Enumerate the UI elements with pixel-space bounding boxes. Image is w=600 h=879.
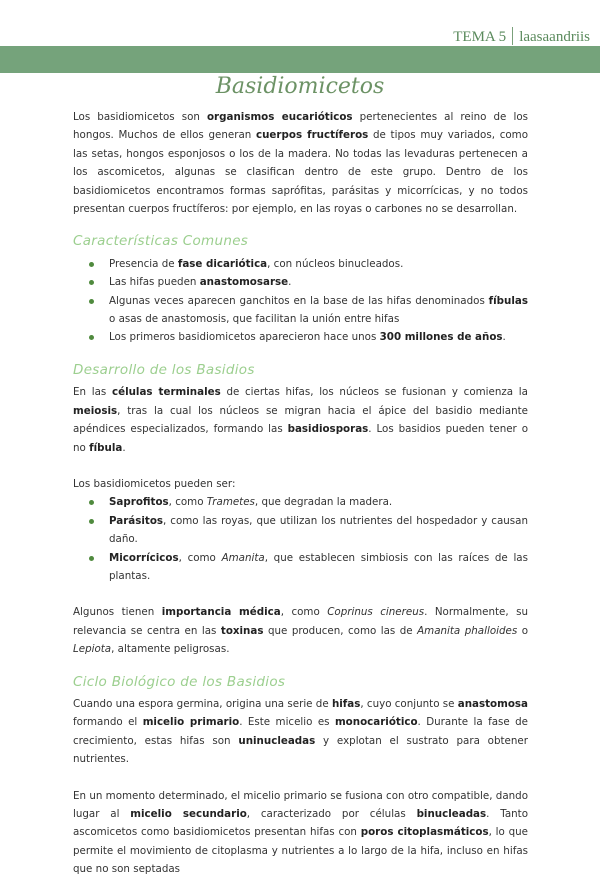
text-run: formando el <box>73 716 143 729</box>
spacer <box>73 457 528 475</box>
list-item <box>109 328 528 346</box>
text-run: En un momento determinado, el micelio primario se fusiona con otro compatible, dando lugar al <box>73 789 528 820</box>
text-run: Los basidiomicetos son <box>73 111 207 123</box>
text-run: de ciertas hifas, los núcleos se fusionan y comienza la <box>220 386 528 399</box>
text-run: , caracterizado por células <box>246 808 417 820</box>
text-run: En las <box>73 386 112 399</box>
text-run: Los basidiomicetos pueden ser: <box>73 477 236 490</box>
text-run: Los primeros basidiomicetos aparecieron hace unos <box>109 331 380 344</box>
text-run: que producen, como las de <box>263 624 418 637</box>
bold-term: toxinas <box>220 624 264 637</box>
bold-term: micelio secundario <box>130 808 247 820</box>
text-run: . <box>288 276 292 289</box>
text-run: , como <box>178 551 222 564</box>
bold-term: binucleadas <box>416 808 487 820</box>
text-run: o <box>517 624 528 637</box>
paragraph <box>73 695 528 769</box>
list-item <box>109 255 528 273</box>
text-run: o asas de anastomosis, que facilitan la unión entre hifas <box>109 313 400 326</box>
text-run: . Los basidios pueden tener o no <box>73 423 528 454</box>
section-heading: Ciclo Biológico de los Basidios <box>73 673 286 690</box>
italic-term: Trametes <box>206 496 255 509</box>
bold-term: células terminales <box>111 386 221 399</box>
page-title: Basidiomicetos <box>215 74 385 99</box>
text-run: , tras la cual los núcleos se migran hacia el ápice del basidio mediante apéndices especializados, formando las <box>73 404 528 436</box>
bold-term: fase dicariótica <box>177 257 268 270</box>
text-run: Algunos tienen <box>73 606 162 619</box>
italic-term: Amanita phalloides <box>417 624 518 637</box>
list-item <box>109 292 528 329</box>
text-run: Las hifas pueden <box>109 276 200 289</box>
text-run: . <box>502 331 506 344</box>
bold-term: Micorrícicos <box>109 551 179 564</box>
bold-term: cuerpos fructíferos <box>256 129 369 142</box>
bold-term: importancia médica <box>161 606 281 619</box>
text-run: , que degradan la madera. <box>254 496 393 509</box>
text-run: . Este micelio es <box>239 716 335 729</box>
italic-term: Amanita <box>221 551 265 564</box>
bold-term: poros citoplasmáticos <box>360 826 489 839</box>
list-item <box>109 273 528 291</box>
text-run: y explotan el sustrato para obtener nutrientes. <box>73 734 528 766</box>
list-item <box>109 512 528 549</box>
bold-term: hifas <box>331 697 361 710</box>
bold-term: monocariótico <box>334 716 418 729</box>
bold-term: fíbulas <box>488 294 528 307</box>
italic-term: Lepiota <box>73 643 112 656</box>
bold-term: micelio primario <box>142 716 240 729</box>
header-band <box>0 46 600 73</box>
text-run: pertenecientes al reino de los hongos. Muchos de ellos generan <box>73 111 528 142</box>
bold-term: 300 millones de años <box>379 331 503 344</box>
text-run: . Durante la fase de crecimiento, estas hifas son <box>73 716 528 747</box>
bold-term: organismos eucarióticos <box>206 111 353 123</box>
text-run: . Normalmente, su relevancia se centra en las <box>73 606 528 637</box>
spacer <box>73 769 528 787</box>
list-item <box>109 493 528 511</box>
page-header <box>453 27 590 46</box>
document-body <box>73 108 528 879</box>
spacer <box>73 585 528 603</box>
text-run: , como <box>168 496 207 509</box>
bold-term: basidiosporas <box>287 423 369 436</box>
paragraph <box>73 108 528 218</box>
bold-term: uninucleadas <box>238 734 316 747</box>
bullet-list <box>73 255 528 347</box>
paragraph <box>73 603 528 658</box>
text-run: , lo que permite el movimiento de citoplasma y nutrientes a lo largo de la hifa, incluso en hifas que no son septadas <box>73 826 528 876</box>
text-run: , que establecen simbiosis con las raíces de las plantas. <box>109 551 528 582</box>
bold-term: anastomosa <box>457 697 528 710</box>
section-heading: Desarrollo de los Basidios <box>73 361 255 378</box>
text-run: , con núcleos binucleados. <box>267 257 404 270</box>
bold-term: anastomosarse <box>199 276 289 289</box>
text-run: , como las royas, que utilizan los nutrientes del hospedador y causan daño. <box>109 514 528 546</box>
text-run: , como <box>280 606 328 619</box>
bold-term: fíbula <box>89 441 123 454</box>
list-item <box>109 549 528 586</box>
header-divider <box>512 27 513 45</box>
author-label: laasaandriis <box>519 29 590 45</box>
bold-term: meiosis <box>73 404 118 417</box>
paragraph <box>73 475 528 493</box>
bold-term: Parásitos <box>109 514 164 527</box>
text-run: , altamente peligrosas. <box>111 643 230 656</box>
topic-label: TEMA 5 <box>453 29 507 45</box>
paragraph <box>73 383 528 457</box>
bullet-list <box>73 493 528 585</box>
paragraph <box>73 787 528 879</box>
text-run: Algunas veces aparecen ganchitos en la base de las hifas denominados <box>109 294 489 307</box>
italic-term: Coprinus cinereus <box>327 606 425 619</box>
text-run: . Tanto ascomicetos como basidiomicetos presentan hifas con <box>73 808 528 839</box>
text-run: , cuyo conjunto se <box>360 697 458 710</box>
text-run: de tipos muy variados, como las setas, hongos esponjosos o los de la madera. No todas las levaduras pertenecen a los ascomicetos, algunas se clasifican dentro de este grupo. Dentro de los basidiomicetos encontramos formas saprófitas, parásitas y micorrícicas, y no todos presentan cuerpos fructíferos: por ejemplo, en las royas o carbones no se desarrollan. <box>73 129 528 216</box>
section-heading: Características Comunes <box>73 233 249 250</box>
text-run: Cuando una espora germina, origina una serie de <box>73 697 332 710</box>
text-run: . <box>122 441 126 454</box>
bold-term: Saprofitos <box>109 496 169 509</box>
text-run: Presencia de <box>109 257 178 270</box>
